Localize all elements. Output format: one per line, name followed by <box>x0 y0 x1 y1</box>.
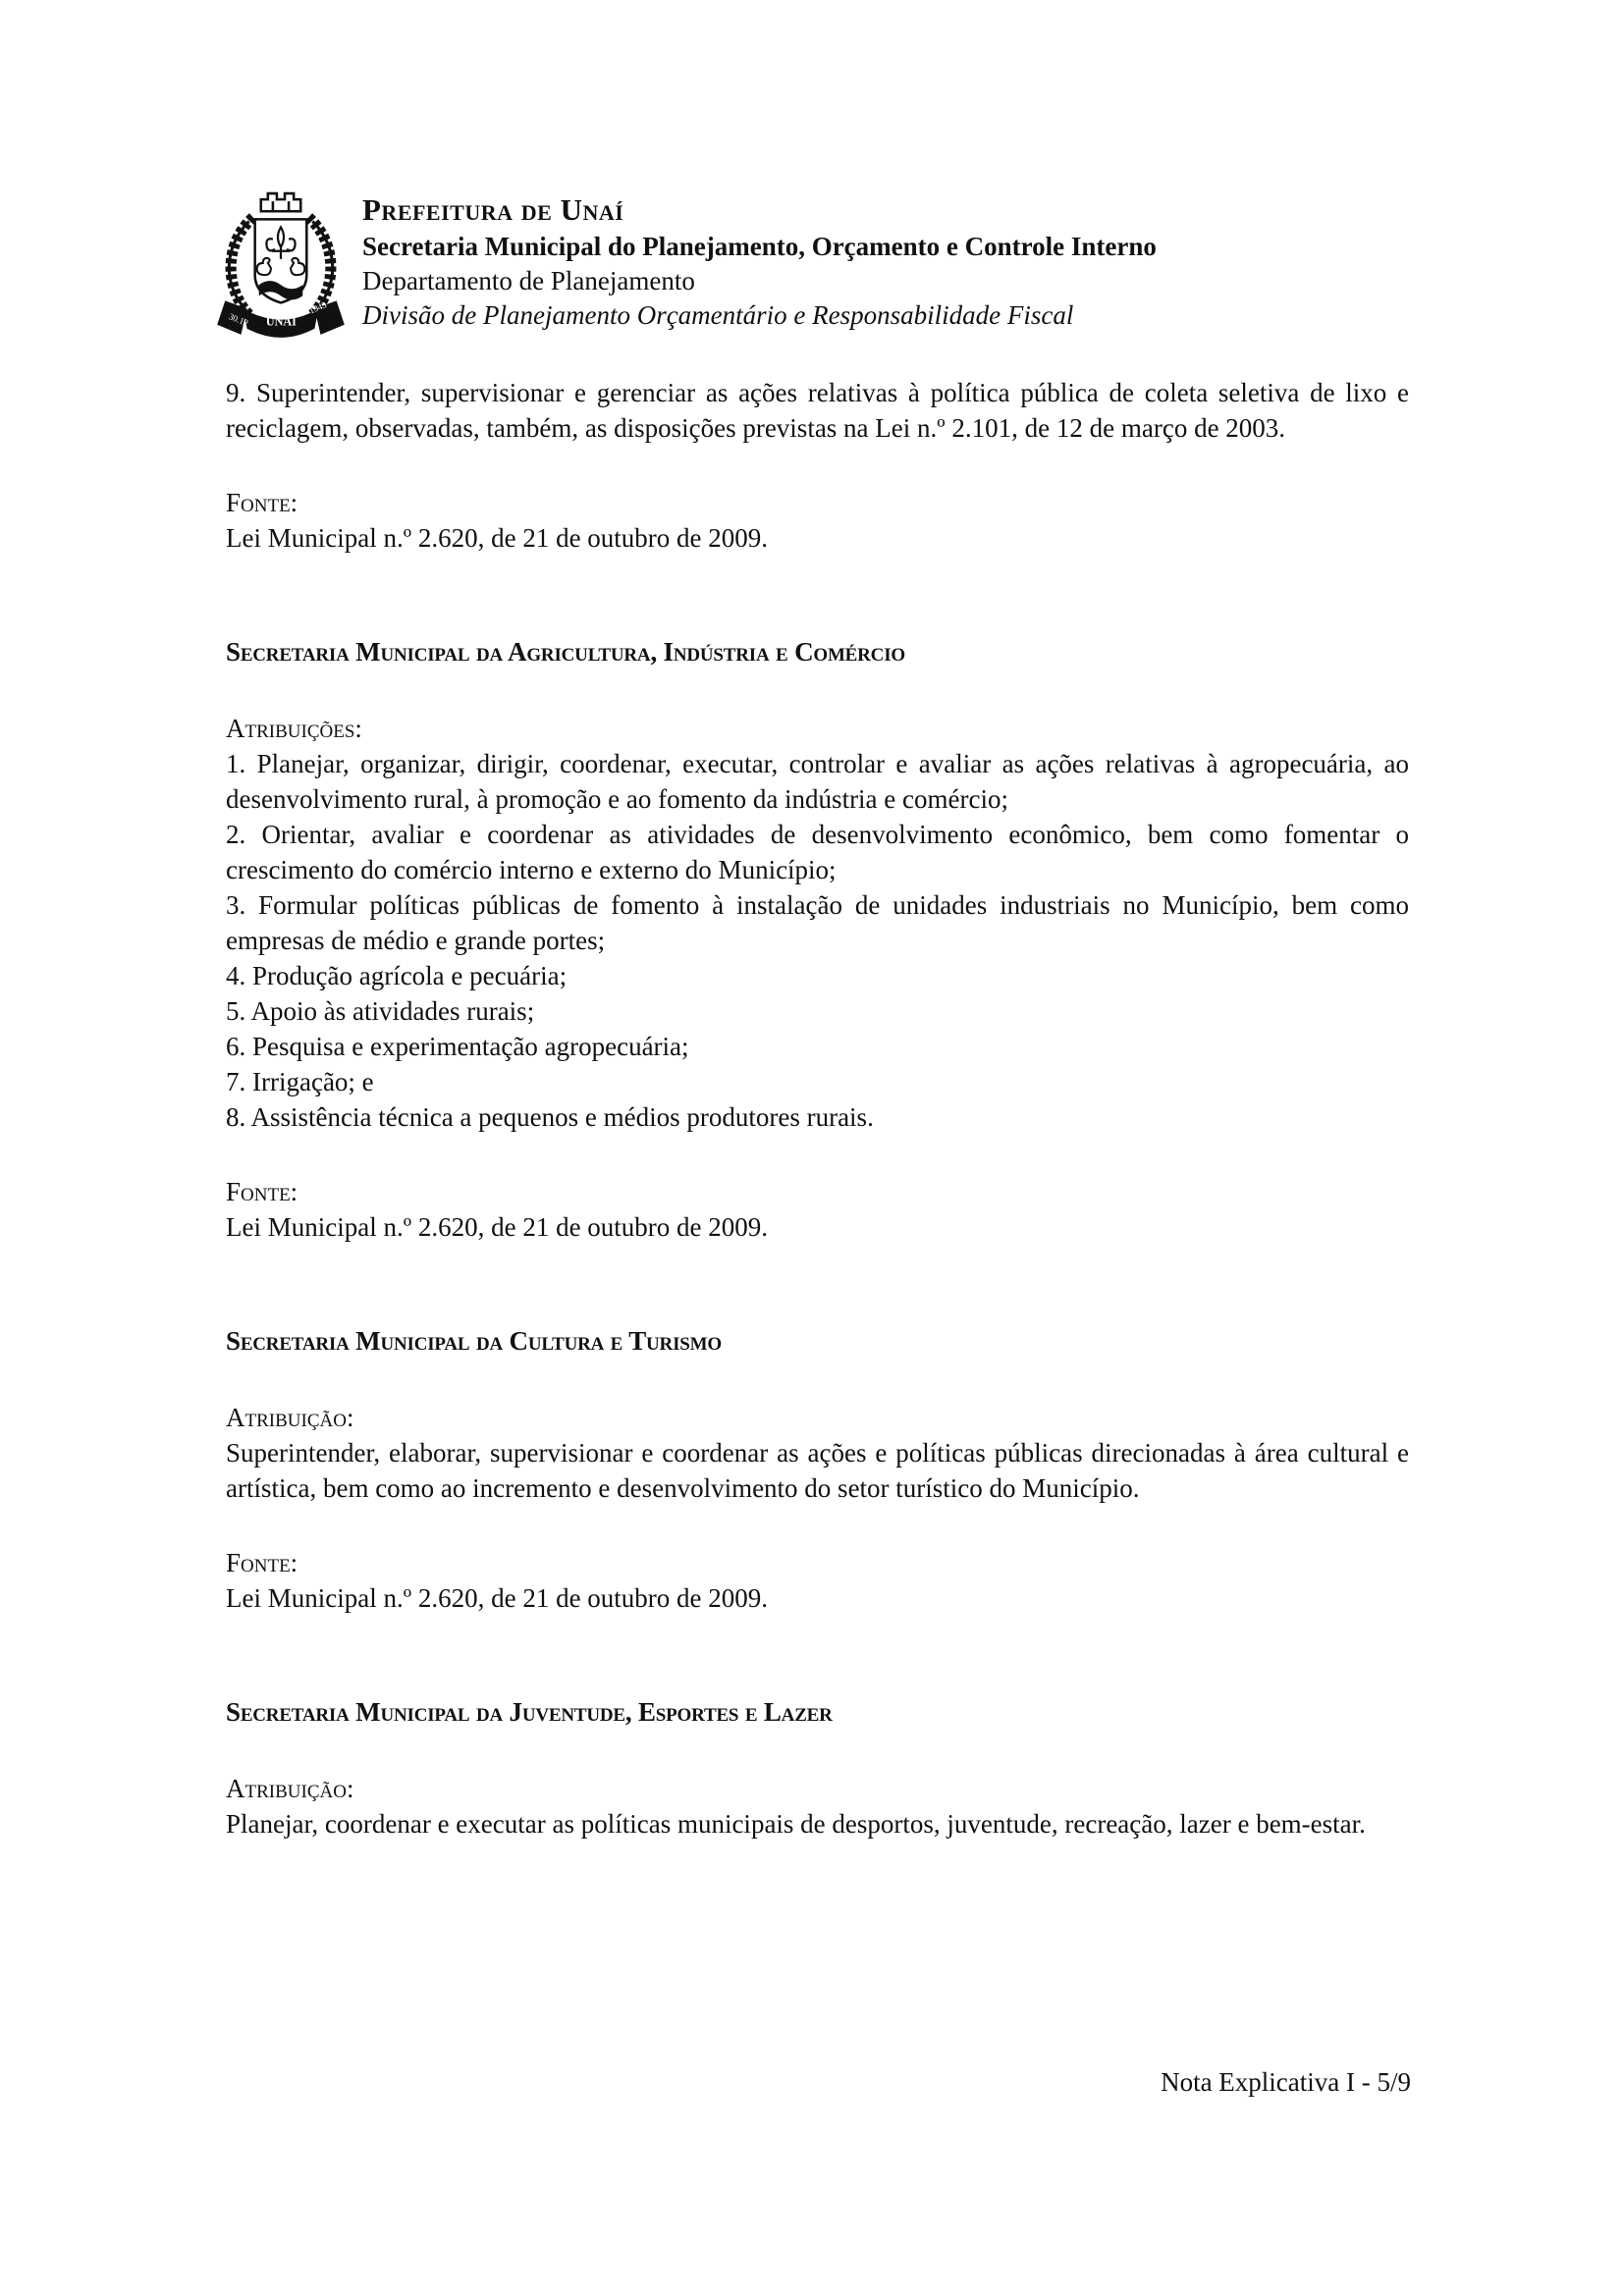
ribbon-year: 1943 <box>307 299 329 316</box>
page-header <box>211 189 1157 348</box>
list-item: 1. Planejar, organizar, dirigir, coordenar, executar, controlar e avaliar as ações relativas à agropecuária, ao desenvolvimento rural, à promoção e ao fomento da indústria e comércio; <box>226 749 1409 814</box>
atribuicoes-label: Atribuições: <box>226 714 362 743</box>
atribuicao-label: Atribuição: <box>226 1774 354 1803</box>
municipal-coat-of-arms-logo <box>211 189 351 348</box>
fonte-label: Fonte: <box>226 1177 298 1206</box>
fonte-text: Lei Municipal n.º 2.620, de 21 de outubro de 2009. <box>226 1583 769 1613</box>
section-heading-agricultura: Secretaria Municipal da Agricultura, Indústria e Comércio <box>226 637 905 667</box>
header-division-line: Divisão de Planejamento Orçamentário e Responsabilidade Fiscal <box>362 300 1074 330</box>
document-body <box>226 375 1409 1842</box>
list-item: 8. Assistência técnica a pequenos e médios produtores rurais. <box>226 1102 874 1132</box>
fonte-label: Fonte: <box>226 1548 298 1577</box>
list-item: 4. Produção agrícola e pecuária; <box>226 961 568 990</box>
header-department-line: Departamento de Planejamento <box>362 266 695 295</box>
fonte-text: Lei Municipal n.º 2.620, de 21 de outubro de 2009. <box>226 523 769 553</box>
list-item: 3. Formular políticas públicas de fomento à instalação de unidades industriais no Município, bem como empresas de médio e grande portes; <box>226 890 1409 955</box>
crown-icon <box>261 193 301 211</box>
intro-paragraph: 9. Superintender, supervisionar e gerenciar as ações relativas à política pública de coleta seletiva de lixo e reciclagem, observadas, também, as disposições previstas na Lei n.º 2.101, de 12 de março de 2003. <box>226 378 1409 443</box>
section-body: Planejar, coordenar e executar as políticas municipais de desportos, juventude, recreação, lazer e bem-estar. <box>226 1809 1366 1839</box>
section-heading-cultura: Secretaria Municipal da Cultura e Turismo <box>226 1326 722 1356</box>
atribuicao-label: Atribuição: <box>226 1403 354 1432</box>
section-body: Superintender, elaborar, supervisionar e coordenar as ações e políticas públicas direcionadas à área cultural e artística, bem como ao incremento e desenvolvimento do setor turístico do Município. <box>226 1438 1409 1503</box>
fonte-text: Lei Municipal n.º 2.620, de 21 de outubro de 2009. <box>226 1212 769 1242</box>
fonte-label: Fonte: <box>226 488 298 517</box>
list-item: 5. Apoio às atividades rurais; <box>226 996 535 1026</box>
organization-name: Prefeitura de Unaí <box>362 192 624 227</box>
header-text-block <box>362 189 1157 333</box>
ribbon-city-name: UNAÍ <box>265 314 297 329</box>
ribbon-year-founded: 30.12 <box>227 311 250 329</box>
list-item: 2. Orientar, avaliar e coordenar as atividades de desenvolvimento econômico, bem como fomentar o crescimento do comércio interno e externo do Município; <box>226 820 1409 884</box>
ribbon-banner <box>217 299 345 338</box>
list-item: 6. Pesquisa e experimentação agropecuária; <box>226 1032 689 1061</box>
header-secretariat-line: Secretaria Municipal do Planejamento, Orçamento e Controle Interno <box>362 232 1157 261</box>
list-item: 7. Irrigação; e <box>226 1067 374 1096</box>
section-heading-juventude: Secretaria Municipal da Juventude, Esportes e Lazer <box>226 1697 833 1727</box>
page-footer-note: Nota Explicativa I - 5/9 <box>1161 2067 1411 2097</box>
